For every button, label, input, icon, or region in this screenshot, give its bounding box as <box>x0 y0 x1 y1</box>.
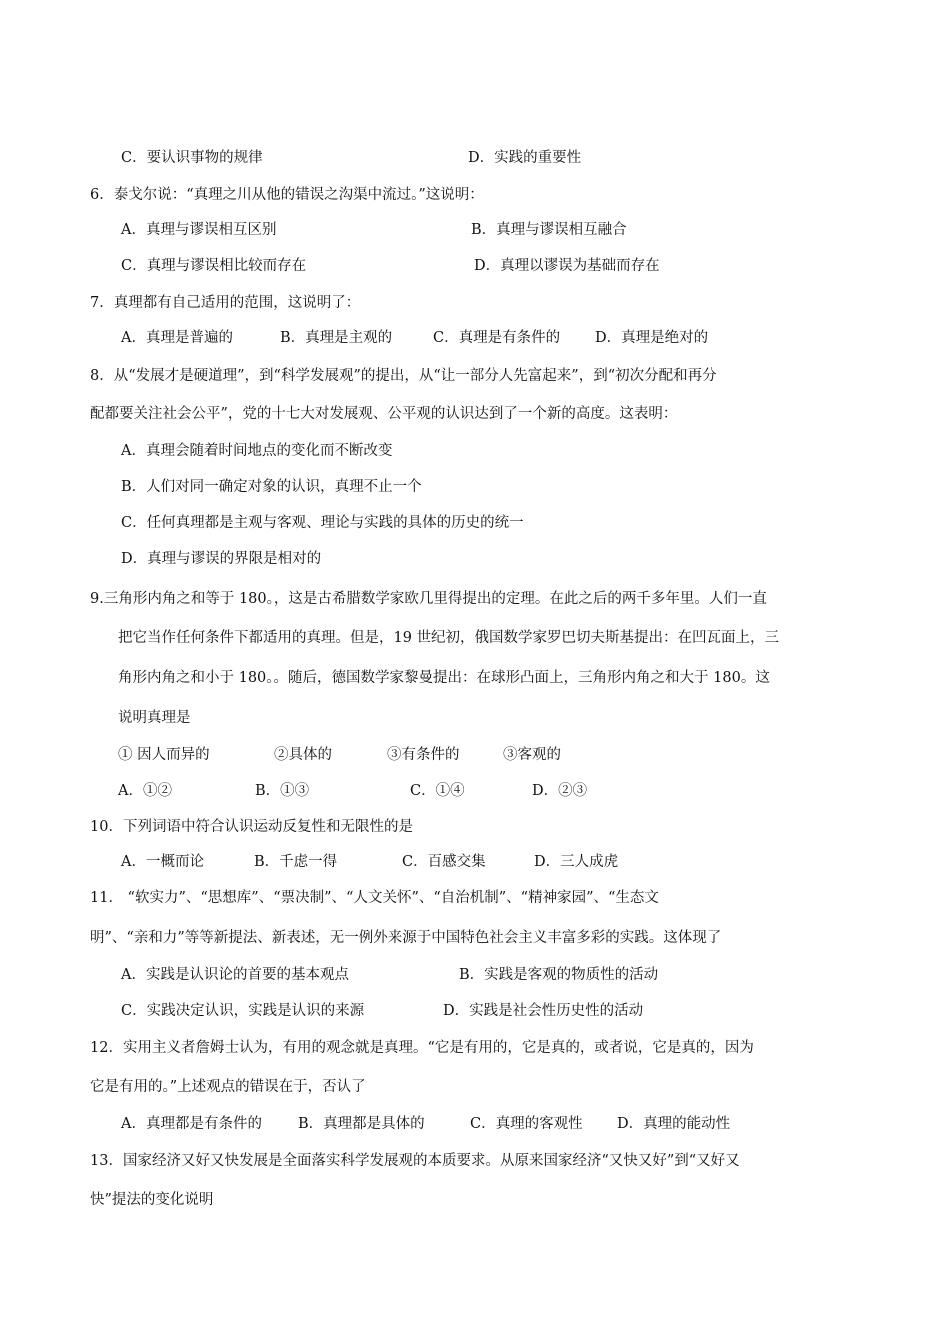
q9-stem-line-4: 说明真理是 <box>118 710 191 726</box>
q10-option-b: B．千虑一得 <box>254 854 338 870</box>
q12-stem-line-1: 12．实用主义者詹姆士认为，有用的观念就是真理。“它是有用的，它是真的，或者说，它是真的，因为 <box>90 1040 754 1056</box>
q8-option-c: C．任何真理都是主观与客观、理论与实践的具体的历史的统一 <box>121 515 524 531</box>
q11-option-b: B．实践是客观的物质性的活动 <box>459 967 659 983</box>
q10-option-a: A．一概而论 <box>121 854 204 870</box>
q12-option-b: B．真理都是具体的 <box>298 1116 425 1132</box>
q9-statement-2: ②具体的 <box>274 747 332 763</box>
q11-stem-line-2: 明”、“亲和力”等等新提法、新表述，无一例外来源于中国特色社会主义丰富多彩的实践。这体现了 <box>90 930 722 946</box>
q11-option-d: D．实践是社会性历史性的活动 <box>443 1003 644 1019</box>
q6-option-d: D．真理以谬误为基础而存在 <box>474 258 660 274</box>
q7-option-a: A．真理是普遍的 <box>121 330 233 346</box>
q9-statement-4: ③客观的 <box>503 747 561 763</box>
q10-option-d: D．三人成虎 <box>534 854 619 870</box>
q9-stem-line-2: 把它当作任何条件下都适用的真理。但是，19 世纪初，俄国数学家罗巴切夫斯基提出：在凹瓦面上，三 <box>118 630 780 646</box>
q6-stem: 6．泰戈尔说：“真理之川从他的错误之沟渠中流过。”这说明： <box>90 187 484 203</box>
q6-option-b: B．真理与谬误相互融合 <box>471 222 627 238</box>
q9-option-a: A．①② <box>118 783 172 799</box>
q7-option-d: D．真理是绝对的 <box>595 330 709 346</box>
q8-stem-line-2: 配都要关注社会公平”，党的十七大对发展观、公平观的认识达到了一个新的高度。这表明： <box>90 406 678 422</box>
q9-statement-3: ③有条件的 <box>387 747 460 763</box>
q9-option-d: D．②③ <box>532 783 588 799</box>
q9-option-c: C．①④ <box>410 783 465 799</box>
q10-stem: 10．下列词语中符合认识运动反复性和无限性的是 <box>90 819 413 835</box>
q9-statement-1: ① 因人而异的 <box>118 747 210 763</box>
q8-stem-line-1: 8．从“发展才是硬道理”，到“科学发展观”的提出，从“让一部分人先富起来”，到“初次分配和再分 <box>90 368 717 384</box>
q12-option-d: D．真理的能动性 <box>617 1116 731 1132</box>
q9-stem-line-3: 角形内角之和小于 180。。随后，德国数学家黎曼提出：在球形凸面上，三角形内角之和大于 180。这 <box>118 670 770 686</box>
q5-option-d: D．实践的重要性 <box>468 150 582 166</box>
q6-option-a: A．真理与谬误相互区别 <box>121 222 277 238</box>
q8-option-b: B．人们对同一确定对象的认识，真理不止一个 <box>121 479 422 495</box>
q12-option-c: C．真理的客观性 <box>470 1116 583 1132</box>
q9-stem-line-1: 9.三角形内角之和等于 180。，这是古希腊数学家欧几里得提出的定理。在此之后的两千多年里。人们一直 <box>90 591 767 607</box>
q8-option-a: A．真理会随着时间地点的变化而不断改变 <box>121 443 393 459</box>
q7-option-b: B．真理是主观的 <box>280 330 393 346</box>
q11-stem-line-1: 11． “软实力”、“思想库”、“票决制”、“人文关怀”、“自治机制”、“精神家园”、“生态文 <box>90 890 659 906</box>
q12-stem-line-2: 它是有用的。”上述观点的错误在于，否认了 <box>90 1079 366 1095</box>
q12-option-a: A．真理都是有条件的 <box>121 1116 262 1132</box>
q5-option-c: C．要认识事物的规律 <box>121 150 263 166</box>
q9-option-b: B．①③ <box>255 783 310 799</box>
q11-option-c: C．实践决定认识，实践是认识的来源 <box>121 1003 365 1019</box>
q11-option-a: A．实践是认识论的首要的基本观点 <box>121 967 349 983</box>
q8-option-d: D．真理与谬误的界限是相对的 <box>121 551 322 567</box>
q6-option-c: C．真理与谬误相比较而存在 <box>121 258 307 274</box>
q13-stem-line-1: 13．国家经济又好又快发展是全面落实科学发展观的本质要求。从原来国家经济“又快又好”到“又好又 <box>90 1153 740 1169</box>
q13-stem-line-2: 快”提法的变化说明 <box>90 1192 214 1208</box>
q7-option-c: C．真理是有条件的 <box>433 330 561 346</box>
q7-stem: 7．真理都有自己适用的范围，这说明了： <box>90 295 361 311</box>
q10-option-c: C．百感交集 <box>402 854 486 870</box>
